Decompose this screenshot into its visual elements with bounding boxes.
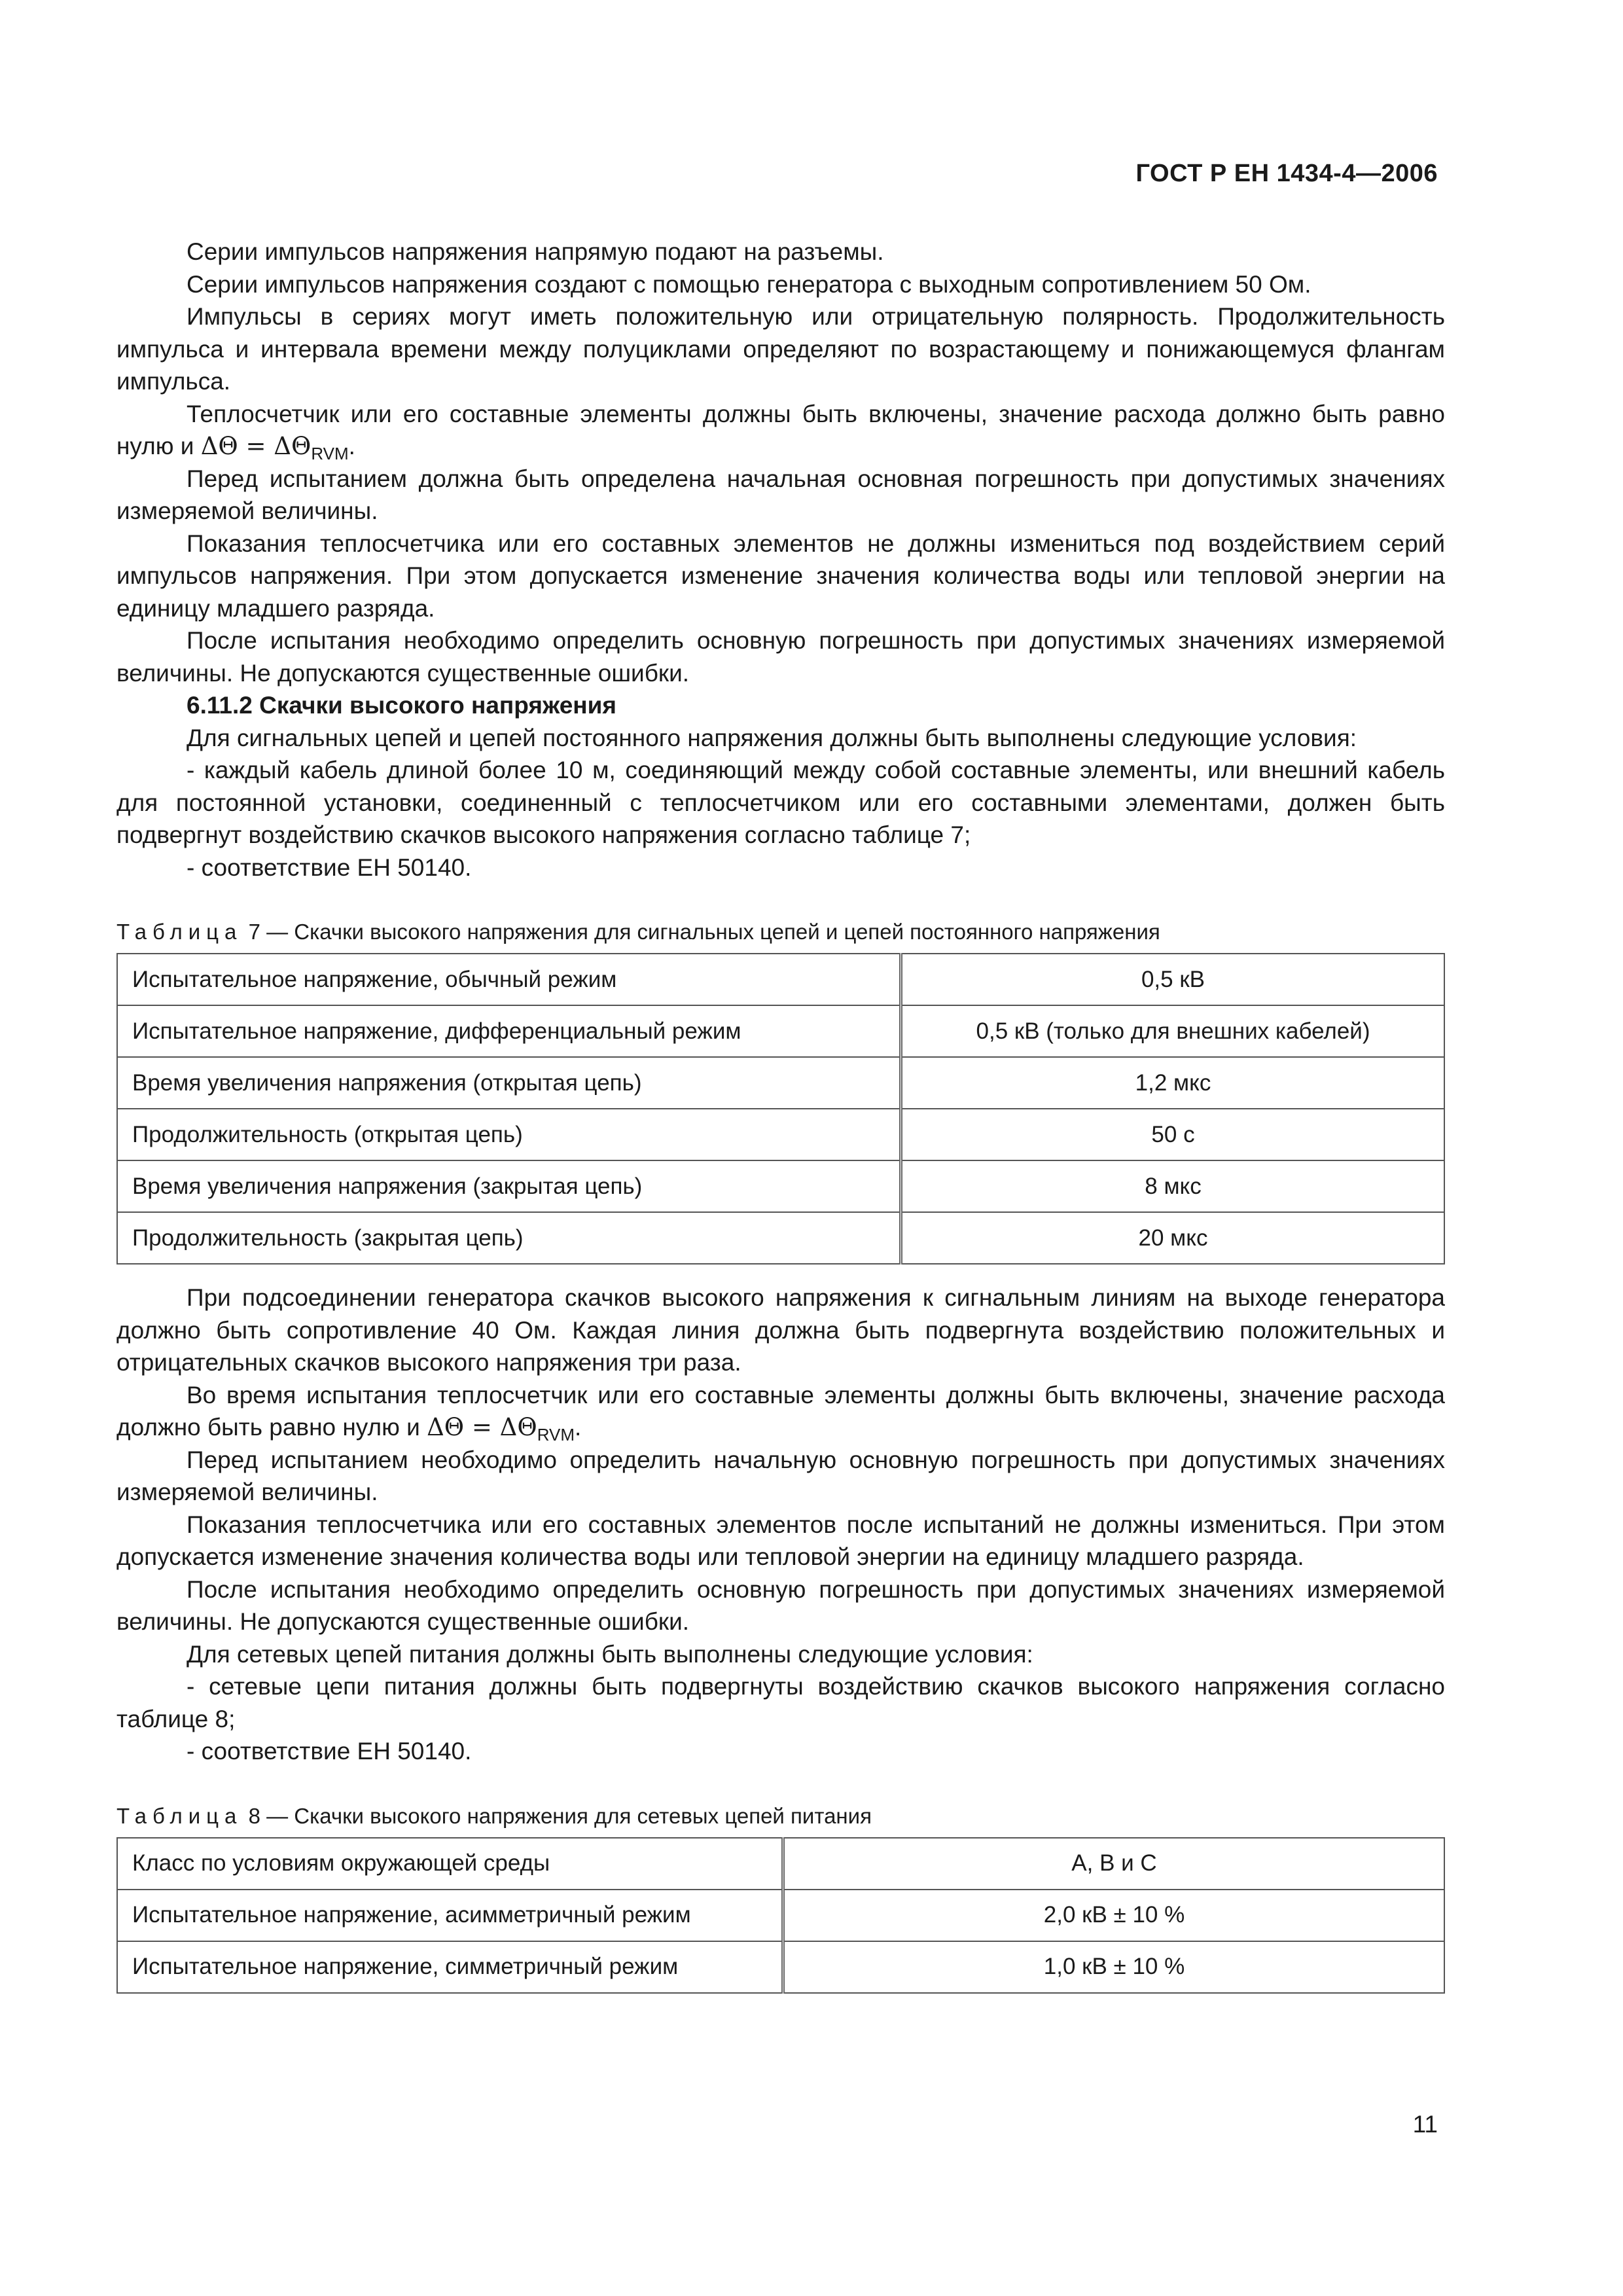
table-cell-value: 20 мкс <box>901 1212 1445 1264</box>
table-cell-value: 1,0 кВ ± 10 % <box>783 1941 1445 1993</box>
table-row <box>117 1838 1444 1890</box>
paragraph: Для сигнальных цепей и цепей постоянного напряжения должны быть выполнены следующие условия: <box>187 724 1357 751</box>
table-8-caption <box>116 1802 1445 1831</box>
table-cell-param: Класс по условиям окружающей среды <box>117 1838 783 1890</box>
table-cell-param: Испытательное напряжение, обычный режим <box>117 954 901 1005</box>
paragraph: Перед испытанием должна быть определена начальная основная погрешность при допустимых значениях измеряемой величины. <box>116 465 1445 524</box>
table-row <box>117 1890 1444 1941</box>
paragraph: Серии импульсов напряжения напрямую подают на разъемы. <box>187 238 884 265</box>
table-caption-word: Таблица <box>116 920 243 944</box>
table-cell-value: 2,0 кВ ± 10 % <box>783 1890 1445 1941</box>
table-caption-word: Таблица <box>116 1803 243 1828</box>
paragraph-text: Во время испытания теплосчетчик или его составные элементы должны быть включены, значение расхода должно быть равно нулю и <box>116 1381 1445 1441</box>
paragraph: Импульсы в сериях могут иметь положительную или отрицательную полярность. Продолжительность импульса и интервала времени между полуциклами определяют по возрастающему и понижающемуся флангам импульса. <box>116 303 1445 395</box>
table-8 <box>116 1837 1445 1994</box>
document-code-header: ГОСТ Р ЕН 1434-4—2006 <box>1135 160 1438 187</box>
table-cell-value: 8 мкс <box>901 1160 1445 1212</box>
paragraph: Показания теплосчетчика или его составных элементов после испытаний не должны измениться. При этом допускается изменение значения количества воды или тепловой энергии на единицу младшего разряда. <box>116 1511 1445 1570</box>
table-cell-value: 0,5 кВ <box>901 954 1445 1005</box>
formula-delta-theta: ΔΘ = ΔΘ <box>427 1413 537 1441</box>
formula-end: . <box>348 433 355 459</box>
list-item: - соответствие ЕН 50140. <box>187 853 472 881</box>
table-cell-value: А, В и С <box>783 1838 1445 1890</box>
list-item: - сетевые цепи питания должны быть подвергнуты воздействию скачков высокого напряжения согласно таблице 8; <box>116 1673 1445 1732</box>
section-title: 6.11.2 Скачки высокого напряжения <box>187 692 616 719</box>
paragraph: После испытания необходимо определить основную погрешность при допустимых значениях измеряемой величины. Не допускаются существенные ошибки. <box>116 1575 1445 1635</box>
paragraph-flow-condition <box>116 1379 1445 1444</box>
paragraph: Для сетевых цепей питания должны быть выполнены следующие условия: <box>187 1640 1033 1668</box>
table-cell-value: 1,2 мкс <box>901 1057 1445 1109</box>
table-row <box>117 954 1444 1005</box>
table-cell-param: Испытательное напряжение, дифференциальный режим <box>117 1005 901 1057</box>
paragraph: Показания теплосчетчика или его составных элементов не должны измениться под воздействием серий импульсов напряжения. При этом допускается изменение значения количества воды или тепловой энергии на единицу младшего разряда. <box>116 529 1445 622</box>
table-row <box>117 1941 1444 1993</box>
table-cell-param: Продолжительность (открытая цепь) <box>117 1109 901 1160</box>
table-cell-param: Продолжительность (закрытая цепь) <box>117 1212 901 1264</box>
list-item: - каждый кабель длиной более 10 м, соединяющий между собой составные элементы, или внешний кабель для постоянной установки, соединенный с теплосчетчиком или его составными элементами, должен быть подвергнут воздействию скачков высокого напряжения согласно таблице 7; <box>116 757 1445 848</box>
formula-end: . <box>575 1414 582 1441</box>
table-caption-text: 8 — Скачки высокого напряжения для сетевых цепей питания <box>248 1803 872 1828</box>
paragraph: Серии импульсов напряжения создают с помощью генератора с выходным сопротивлением 50 Ом. <box>187 270 1311 298</box>
paragraph: При подсоединении генератора скачков высокого напряжения к сигнальным линиям на выходе генератора должно быть сопротивление 40 Ом. Каждая линия должна быть подвергнута воздействию положительных и отрицательных скачков высокого напряжения три раза. <box>116 1284 1445 1376</box>
paragraph: После испытания необходимо определить основную погрешность при допустимых значениях измеряемой величины. Не допускаются существенные ошибки. <box>116 627 1445 687</box>
page-number: 11 <box>1412 2111 1438 2138</box>
formula-subscript: RVM <box>537 1425 575 1444</box>
table-7 <box>116 953 1445 1265</box>
table-row <box>117 1160 1444 1212</box>
formula-delta-theta: ΔΘ = ΔΘ <box>200 432 312 460</box>
table-cell-param: Время увеличения напряжения (закрытая цепь) <box>117 1160 901 1212</box>
list-item: - соответствие ЕН 50140. <box>187 1738 472 1765</box>
table-row <box>117 1005 1444 1057</box>
table-caption-text: 7 — Скачки высокого напряжения для сигнальных цепей и цепей постоянного напряжения <box>248 920 1160 944</box>
table-cell-value: 0,5 кВ (только для внешних кабелей) <box>901 1005 1445 1057</box>
paragraph: Перед испытанием необходимо определить начальную основную погрешность при допустимых значениях измеряемой величины. <box>116 1446 1445 1505</box>
table-row <box>117 1057 1444 1109</box>
table-row <box>117 1212 1444 1264</box>
paragraph-flow-condition <box>116 398 1445 463</box>
table-cell-param: Время увеличения напряжения (открытая цепь) <box>117 1057 901 1109</box>
paragraph-text: Теплосчетчик или его составные элементы должны быть включены, значение расхода должно быть равно нулю и <box>116 400 1445 459</box>
table-row <box>117 1109 1444 1160</box>
page-content <box>116 236 1445 1994</box>
table-cell-param: Испытательное напряжение, асимметричный режим <box>117 1890 783 1941</box>
table-cell-param: Испытательное напряжение, симметричный режим <box>117 1941 783 1993</box>
formula-subscript: RVM <box>311 444 349 463</box>
table-cell-value: 50 с <box>901 1109 1445 1160</box>
table-7-caption <box>116 918 1445 946</box>
